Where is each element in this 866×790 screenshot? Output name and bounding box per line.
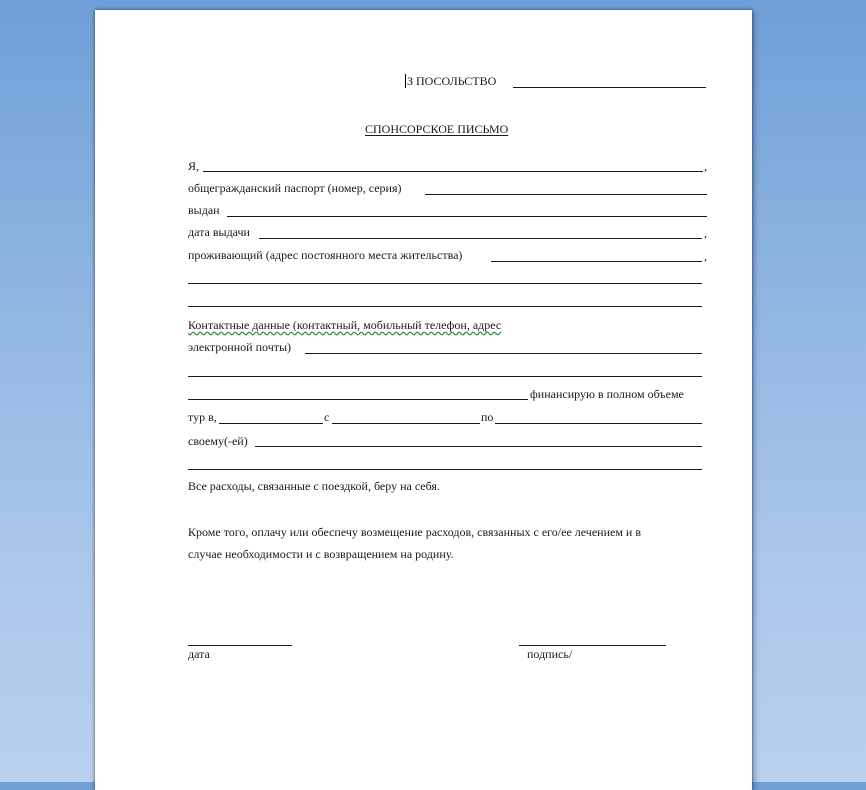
own-label: своему(-ей)	[188, 434, 248, 448]
tour-to-field[interactable]	[495, 423, 702, 424]
relation-field[interactable]	[255, 446, 702, 447]
issued-label: выдан	[188, 203, 220, 217]
comma-mark: ,	[704, 226, 707, 240]
ya-label: Я,	[188, 159, 200, 173]
embassy-field[interactable]	[513, 87, 706, 88]
comma-mark: ,	[704, 249, 707, 263]
paragraph-line-1: Кроме того, оплачу или обеспечу возмещение расходов, связанных с его/ее лечением и в	[188, 525, 641, 539]
text-cursor	[405, 74, 406, 88]
paragraph-line-2: случае необходимости и с возвращением на родину.	[188, 547, 454, 561]
contacts-label-1: Контактные данные (контактный, мобильный телефон, адрес	[188, 318, 502, 332]
resident-label: проживающий (адрес постоянного места жительства)	[188, 248, 463, 262]
name-field[interactable]	[203, 171, 703, 172]
address-line-2[interactable]	[188, 283, 702, 284]
comma-mark: ,	[704, 159, 707, 173]
passport-field[interactable]	[425, 194, 707, 195]
contacts-line-2[interactable]	[188, 376, 702, 377]
embassy-heading	[405, 74, 496, 88]
resident-field[interactable]	[491, 261, 702, 262]
passport-label: общегражданский паспорт (номер, серия)	[188, 181, 402, 195]
issue-date-field[interactable]	[259, 238, 702, 239]
expenses-text: Все расходы, связанные с поездкой, беру на себя.	[188, 479, 440, 493]
to-label: по	[481, 410, 494, 424]
tour-country-field[interactable]	[219, 423, 323, 424]
document-page	[95, 10, 752, 790]
issue-date-label: дата выдачи	[188, 225, 250, 239]
relation-line-2[interactable]	[188, 469, 702, 470]
finance-label: финансирую в полном объеме	[530, 387, 684, 401]
signature-field[interactable]	[519, 645, 666, 646]
date-field[interactable]	[188, 645, 292, 646]
tour-label: тур в,	[188, 410, 217, 424]
signature-label: подпись/	[527, 647, 573, 661]
tour-from-field[interactable]	[332, 423, 480, 424]
contacts-field[interactable]	[305, 353, 702, 354]
sponsored-person-field[interactable]	[188, 399, 528, 400]
address-line-3[interactable]	[188, 306, 702, 307]
date-label: дата	[188, 647, 210, 661]
issued-field[interactable]	[227, 216, 707, 217]
contacts-label-2: электронной почты)	[188, 340, 292, 354]
letter-title: СПОНСОРСКОЕ ПИСЬМО	[365, 122, 509, 136]
from-label: с	[324, 410, 330, 424]
embassy-label: З ПОСОЛЬСТВО	[407, 74, 497, 88]
